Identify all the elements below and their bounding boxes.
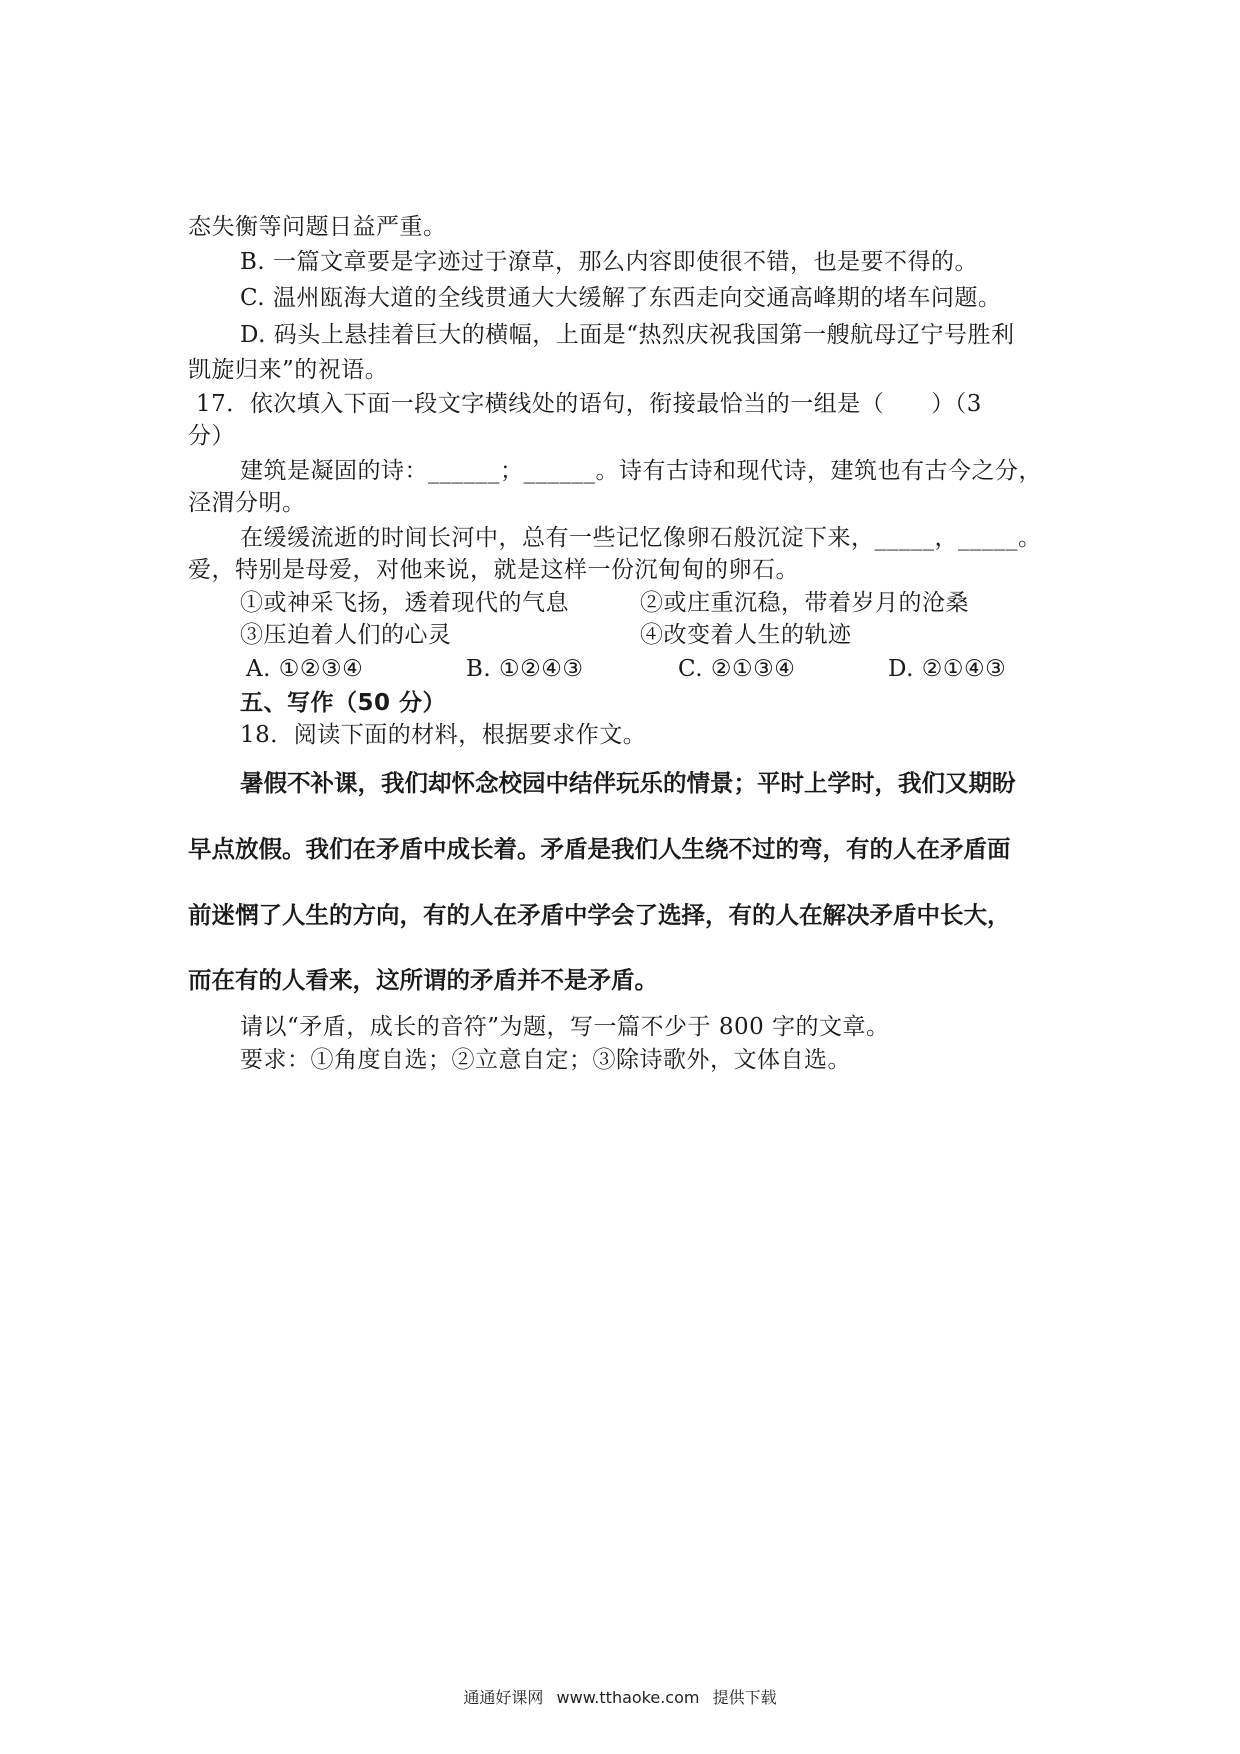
material-line-1: 暑假不补课，我们却怀念校园中结伴玩乐的情景；平时上学时，我们又期盼	[240, 769, 1016, 797]
material-line-4: 而在有的人看来，这所谓的矛盾并不是矛盾。	[188, 966, 658, 994]
q17-passage-2: 在缓缓流逝的时间长河中，总有一些记忆像卵石般沉淀下来，_____，_____。	[240, 525, 1042, 551]
q17-answer-b: B. ①②④③	[466, 656, 584, 682]
q17-choice-2: ②或庄重沉稳，带着岁月的沧桑	[640, 590, 969, 616]
q17-answer-d: D. ②①④③	[888, 656, 1007, 682]
q16-option-d: D. 码头上悬挂着巨大的横幅，上面是“热烈庆祝我国第一艘航母辽宁号胜利	[240, 322, 1015, 348]
q17-answer-a: A. ①②③④	[246, 656, 364, 682]
footer-site-name: 通通好课网	[463, 1688, 544, 1707]
q17-stem: 17．依次填入下面一段文字横线处的语句，衔接最恰当的一组是（ ）（3	[196, 391, 982, 417]
q16-option-d-cont: 凯旋归来”的祝语。	[188, 357, 389, 383]
essay-requirements: 要求：①角度自选；②立意自定；③除诗歌外，文体自选。	[240, 1047, 851, 1073]
q17-choice-3: ③压迫着人们的心灵	[240, 622, 452, 648]
essay-task: 请以“矛盾，成长的音符”为题，写一篇不少于 800 字的文章。	[240, 1014, 890, 1040]
material-line-3: 前迷惘了人生的方向，有的人在矛盾中学会了选择，有的人在解决矛盾中长大，	[188, 901, 1011, 929]
footer-url[interactable]: www.tthaoke.com	[556, 1688, 700, 1707]
q18-stem: 18．阅读下面的材料，根据要求作文。	[240, 722, 647, 748]
section-heading: 五、写作（50 分）	[240, 690, 447, 716]
q17-choice-1: ①或神采飞扬，透着现代的气息	[240, 590, 569, 616]
q17-stem-cont: 分）	[188, 423, 235, 449]
q16-option-c: C. 温州瓯海大道的全线贯通大大缓解了东西走向交通高峰期的堵车问题。	[240, 285, 1002, 311]
q17-choice-4: ④改变着人生的轨迹	[640, 622, 852, 648]
q17-passage-1-cont: 泾渭分明。	[188, 490, 306, 516]
footer-note: 提供下载	[712, 1688, 777, 1707]
q17-passage-1: 建筑是凝固的诗：______；______。诗有古诗和现代诗，建筑也有古今之分，	[240, 458, 1042, 484]
q17-passage-2-cont: 爱，特别是母爱，对他来说，就是这样一份沉甸甸的卵石。	[188, 557, 799, 583]
material-line-2: 早点放假。我们在矛盾中成长着。矛盾是我们人生绕不过的弯，有的人在矛盾面	[188, 835, 1011, 863]
q17-answer-c: C. ②①③④	[678, 656, 796, 682]
q16-option-b: B. 一篇文章要是字迹过于潦草，那么内容即使很不错，也是要不得的。	[240, 249, 979, 275]
page-footer	[0, 1685, 1240, 1708]
q16-continuation: 态失衡等问题日益严重。	[188, 214, 447, 240]
